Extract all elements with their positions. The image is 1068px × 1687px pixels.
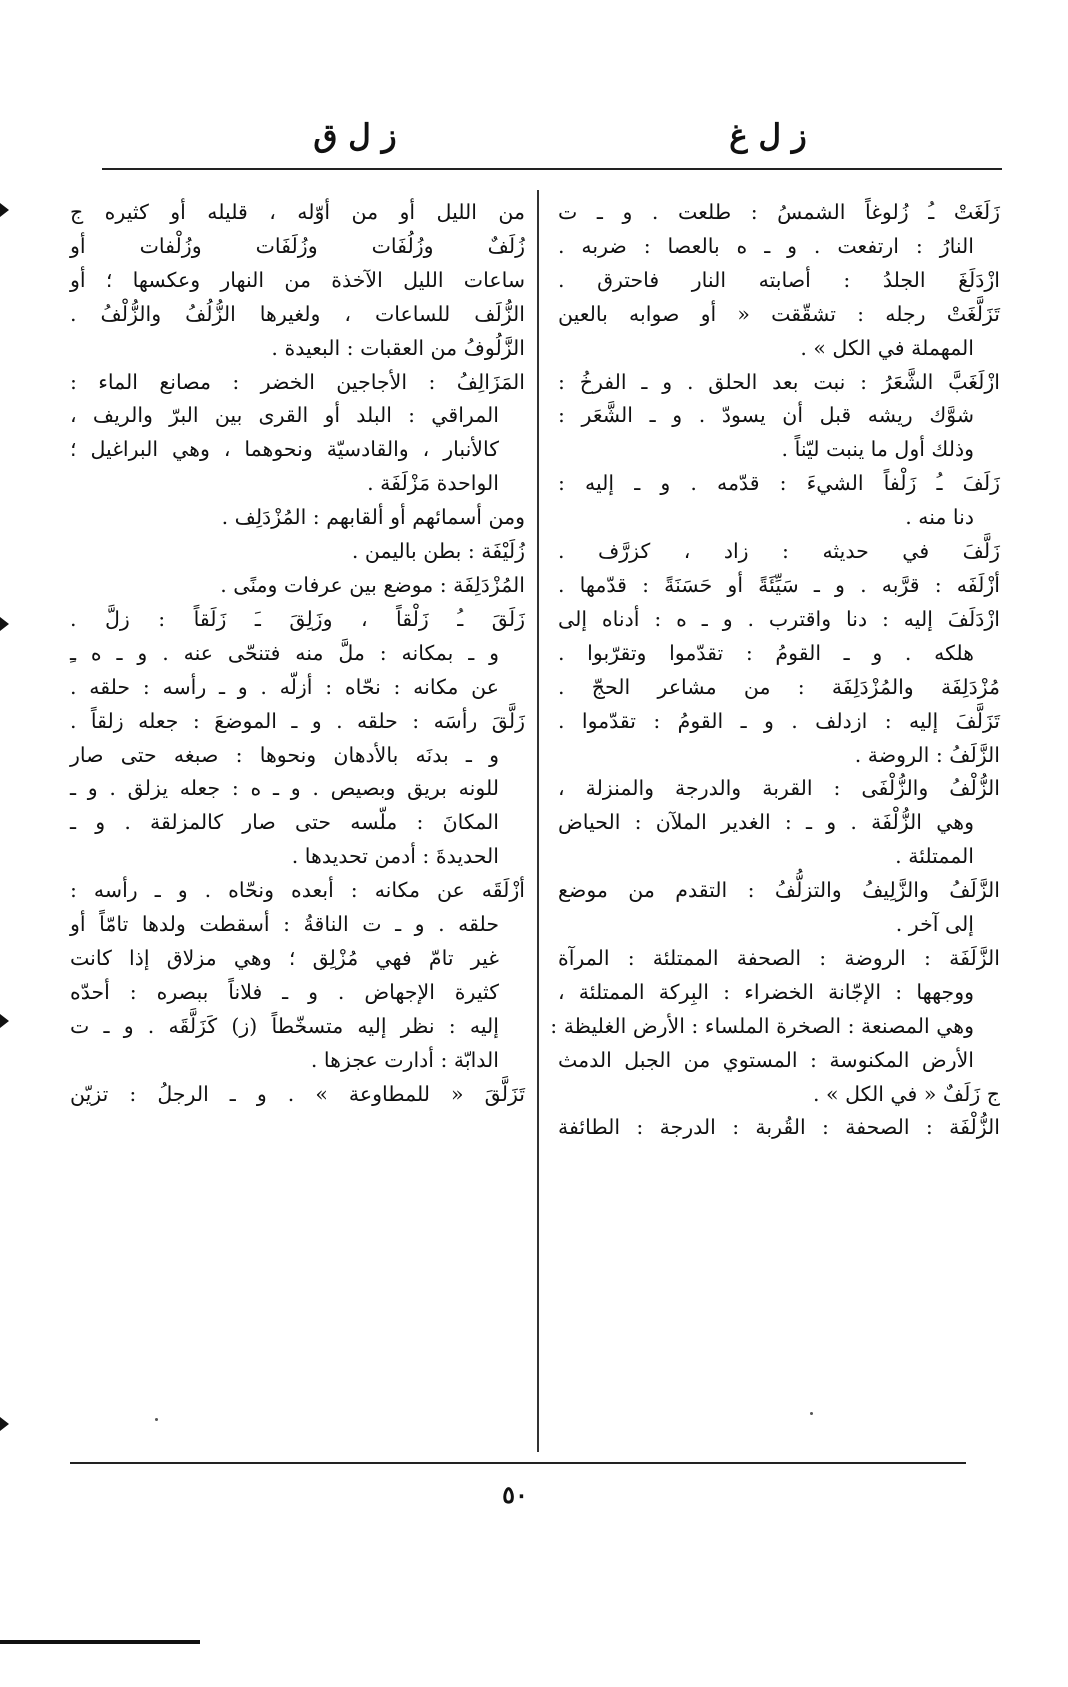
entry-line: الحديدةَ : أدمن تحديدها .	[291, 844, 499, 869]
entry-line: المُزْدَلِفَة : موضع بين عرفات ومنًى .	[220, 572, 525, 597]
entry-line: وهي الزُّلْفَة . و ـ : الغدير الملآن : الحياض	[558, 810, 974, 835]
entry-line: شوَّك ريشه قبل أن يسودّ . و ـ الشَّعَر :	[558, 403, 974, 428]
entry-line: الزَّلَفُ والزَّلِيفُ والتزلُّفُ : التقدم من موضع	[558, 878, 1000, 903]
entry-line: زَلَقَ ـُ زَلْقاً ، وزَلِقَ ـَ زَلَقاً : زلَّ .	[70, 606, 525, 631]
entry-line: الزَّلُوفُ من العقبات : البعيدة .	[271, 335, 525, 360]
entry-line: غير تامّ فهي مُزْلِق ؛ وهي مزلاق إذا كانت	[70, 945, 499, 970]
entry-line: المَزَالِفُ : الأجاجين الخضر : مصانع الماء :	[70, 369, 525, 394]
entry-line: أزْلَفَه : قرَّبه . و ـ سَيِّئَةً أو حَسَنَةً : قدّمها .	[558, 572, 1000, 597]
speck	[810, 1412, 813, 1415]
margin-mark	[0, 617, 9, 631]
bottom-rule	[70, 1462, 966, 1464]
entry-line: تَزَلَّقَ « للمطاوعة » . و ـ الرجلُ : تزيّن	[70, 1081, 525, 1106]
column-divider	[537, 190, 539, 1452]
left-header-root: ز ل ق	[313, 118, 397, 154]
entry-line: زَلَغَتْ ـُ زُلوغاً الشمسُ : طلعت . و ـ ت	[558, 200, 1000, 224]
entry-line: حلقه . و ـ ت الناقةُ : أسقطت ولدها تامّاً أو	[70, 912, 499, 937]
entry-line: ازْدَلَفَ إليه : دنا واقترب . و ـ ه : أدناه إلى	[558, 606, 1000, 631]
entry-line: ومن أسمائهم أو ألقابهم : المُزْدَلِف .	[221, 505, 525, 530]
entry-line: زَلَّقَ رأسَه : حلقه . و ـ الموضعَ : جعله زلقاً .	[70, 708, 525, 733]
entry-line: الزُّلْفَة : الصحفة : القُربة : الدرجة : الطائفة	[558, 1115, 1000, 1140]
entry-line: وهي المصنعة : الصخرة الملساء : الأرض الغليظة :	[550, 1013, 974, 1038]
entry-line: ج زَلَفٌ « في الكل » .	[813, 1081, 1000, 1106]
entry-line: المكانَ : ملّسه حتى صار كالمزلقة . و ـ	[70, 810, 499, 835]
right-column	[550, 196, 1000, 1145]
entry-line: أزْلَقَه عن مكانه : أبعده ونحّاه . و ـ رأسه :	[70, 878, 525, 903]
entry-line: وذلك أول ما ينبت ليّناً .	[781, 437, 974, 462]
entry-line: و ـ بدنَه بالأدهان ونحوها : صبغه حتى صار	[70, 742, 499, 767]
entry-line: كالأنبار ، والقادسيّة ونحوهما ، وهي البراغيل ؛	[70, 437, 499, 462]
entry-line: النارُ : ارتفعت . و ـ ه بالعصا : ضربه .	[558, 233, 974, 258]
page-number: ٥٠	[502, 1480, 528, 1509]
entry-line: زُلَيْفَة : بطن باليمن .	[351, 539, 525, 564]
margin-mark	[0, 203, 9, 217]
entry-line: زُلَفٌ وزُلُفَات وزُلَفَات وزُلْفات أو	[70, 233, 525, 258]
entry-line: من الليل أو من أوّله ، قليله أو كثيره ج	[70, 200, 525, 224]
entry-line: زَلَفَ ـُ زَلْفاً الشيءَ : قدّمه . و ـ إليه :	[558, 471, 1000, 496]
entry-line: المراقي : البلد أو القرى بين البرّ والريف ،	[70, 403, 499, 428]
margin-mark	[0, 1014, 9, 1028]
entry-line: المهملة في الكل » .	[800, 335, 974, 360]
margin-mark	[0, 1417, 9, 1431]
entry-line: الأرض المكنوسة : المستوي من الجبل الدمث	[558, 1047, 974, 1072]
entry-line: و ـ بمكانه : ملَّ منه فتنحّى عنه . و ـ ه ـِ	[70, 640, 499, 665]
right-header-root: ز ل غ	[729, 118, 807, 154]
entry-line: تَزَلَّغَتْ رجله : تشقّقت « أو صوابه بالعين	[558, 301, 1000, 326]
entry-line: للونه بريق وبصيص . و ـ ه : جعله يزلق . و ـ	[70, 776, 499, 801]
entry-line: مُزْدَلِفَة والمُزْدَلِفَة : من مشاعر الحجّ .	[558, 674, 1000, 699]
entry-line: تَزَلَّفَ إليه : ازدلف . و ـ القومُ : تقدّموا .	[558, 708, 1000, 733]
entry-line: كثيرة الإجهاض . و ـ فلاناً ببصره : أحدّه	[70, 979, 499, 1004]
entry-line: الزَّلَفَة : الروضة : الصحفة الممتلئة : المرآة	[558, 945, 1000, 970]
scan-edge-bar	[0, 1640, 200, 1644]
entry-line: الممتلئة .	[895, 844, 974, 869]
entry-line: إليه : نظر إليه متسخّطاً (ز) كَزَلَّقَه . و ـ ت	[70, 1013, 499, 1038]
entry-line: إلى آخر .	[895, 912, 974, 937]
entry-line: ازْلَغَبَّ الشَّعَرُ : نبت بعد الحلق . و ـ الفرخُ :	[558, 369, 1000, 394]
entry-line: ساعات الليل الآخذة من النهار وعكسها ؛ أو	[70, 267, 525, 292]
entry-line: الواحدة مَزْلَفَة .	[367, 471, 499, 496]
entry-line: ازْدَلَغَ الجلدُ : أصابته النار فاحترق .	[558, 267, 1000, 292]
entry-line: هلكه . و ـ القومُ : تقدّموا وتقرّبوا .	[558, 640, 974, 665]
top-rule	[102, 168, 1002, 170]
entry-line: زَلَّفَ في حديثه : زاد ، كزرَّف .	[558, 539, 1000, 564]
entry-line: الزُّلْفُ والزُّلْفَى : القربة والدرجة والمنزلة ،	[558, 776, 1000, 801]
entry-line: الدابّة : أدارت عجزها .	[310, 1047, 499, 1072]
entry-line: ووجهها : الإجّانة الخضراء : البِركة الممتلئة ،	[558, 979, 974, 1004]
entry-line: دنا منه .	[905, 505, 974, 530]
left-column	[70, 196, 525, 1111]
entry-line: عن مكانه : نحّاه : أزلّه . و ـ رأسه : حلقه .	[70, 674, 499, 699]
entry-line: الزَّلَفُ : الروضة .	[854, 742, 1000, 767]
speck	[155, 1418, 158, 1421]
entry-line: الزُّلَف للساعات ، ولغيرها الزُّلُفُ والزُّلْفُ .	[70, 301, 525, 326]
